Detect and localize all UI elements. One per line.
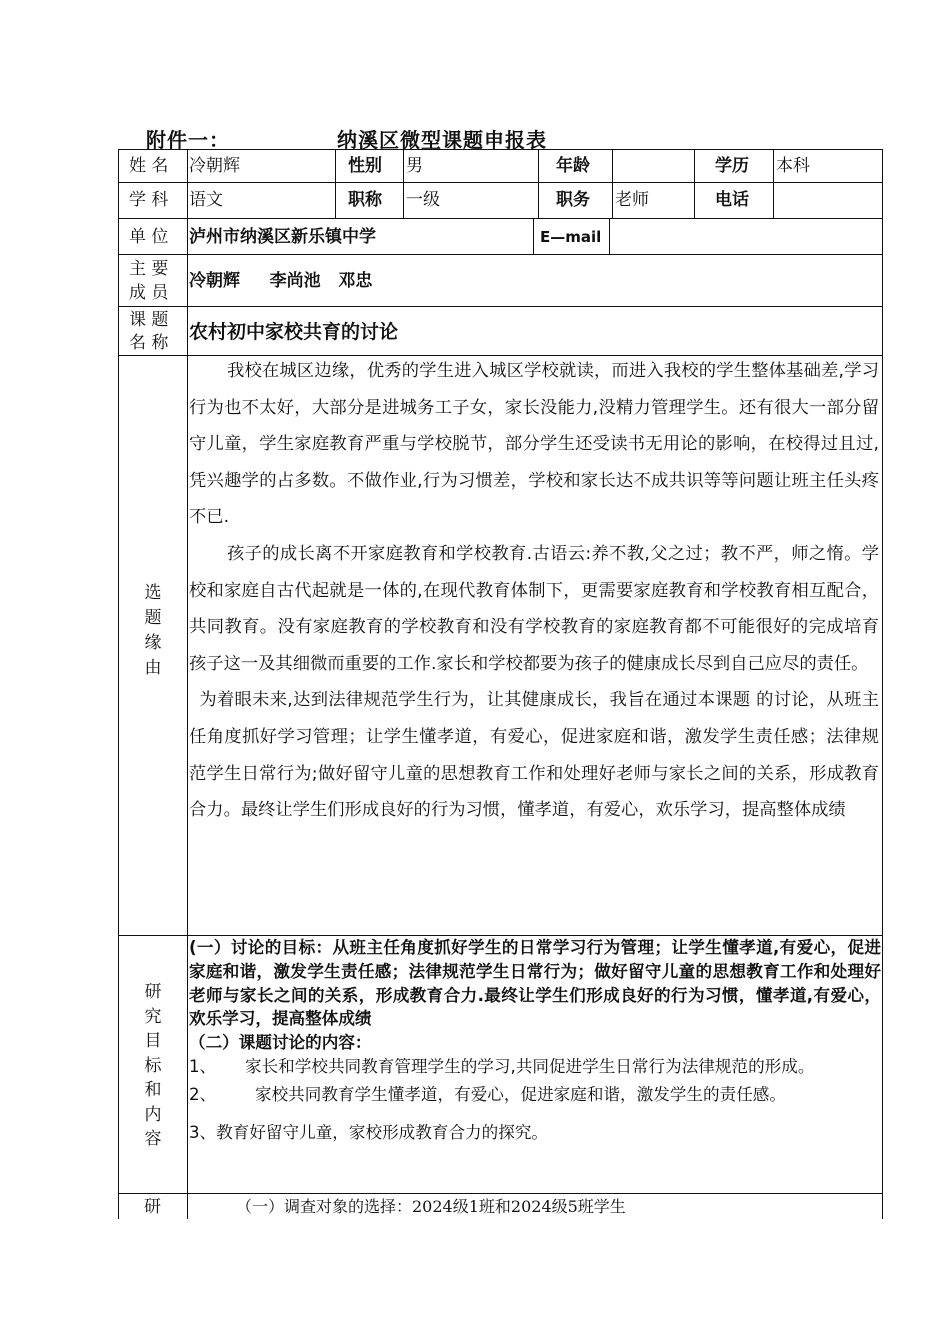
table-border-top <box>118 149 883 150</box>
reason-paragraph-1: 我校在城区边缘，优秀的学生进入城区学校就读，而进入我校的学生整体基础差,学习行为也不太好，大部分是进城务工子女，家长没能力,没精力管理学生。还有很大一部分留守儿童，学生家庭教育严重与学校脱节，部分学生还受读书无用论的影响，在校得过且过,凭兴趣学的占多数。不做作业,行为习惯差，学校和家长达不成共识等等问题让班主任头疼不已. <box>189 361 879 528</box>
subject-label: 学 科 <box>129 190 169 210</box>
members-label-line2: 成 员 <box>129 283 169 303</box>
position-value: 老师 <box>615 190 649 210</box>
cell-divider <box>609 218 610 254</box>
title-value: 一级 <box>406 190 440 210</box>
reason-paragraph-2: 孩子的成长离不开家庭教育和学校教育.古语云:养不教,父之过；教不严，师之惰。学校和家庭自古代起就是一体的,在现代教育体制下，更需要家庭教育和学校教育相互配合，共同教育。没有家庭教育的学校教育和没有学校教育的家庭教育都不可能很好的完成培育孩子这一及其细微而重要的工作.家长和学校都要为孩子的健康成长尽到自己应尽的责任。 <box>189 543 879 674</box>
goals-item-1-text: 家长和学校共同教育管理学生的学习,共同促进学生日常行为法律规范的形成。 <box>245 1056 815 1076</box>
goals-content <box>189 936 881 1144</box>
form-title: 纳溪区微型课题申报表 <box>337 128 547 152</box>
cell-divider <box>533 218 534 254</box>
goals-content-heading: （二）课题讨论的内容： <box>189 1033 372 1053</box>
age-label: 年龄 <box>556 156 590 176</box>
table-border-left <box>118 149 119 1219</box>
education-label: 学历 <box>715 156 749 176</box>
name-value: 冷朝辉 <box>189 156 240 176</box>
goals-item-2 <box>189 1083 881 1107</box>
goals-label: 研究目标和内容 <box>144 982 162 1149</box>
unit-value: 泸州市纳溪区新乐镇中学 <box>189 227 376 247</box>
position-label: 职务 <box>556 190 590 210</box>
cell-divider <box>612 149 613 218</box>
reason-text <box>189 353 879 829</box>
title-label: 职称 <box>348 190 382 210</box>
goals-objective: (一）讨论的目标：从班主任角度抓好学生的日常学习行为管理；让学生懂孝道,有爱心，促进家庭和谐，激发学生责任感；法律规范学生日常行为；做好留守儿童的思想教育工作和处理好老师与家长之间的关系，形成教育合力.最终让学生们形成良好的行为习惯，懂孝道,有爱心，欢乐学习，提高整体成绩 <box>189 938 881 1029</box>
row-divider <box>118 254 883 255</box>
gender-value: 男 <box>406 156 423 176</box>
subject-value: 语文 <box>189 190 223 210</box>
label-column-divider <box>187 149 188 1219</box>
goals-item-1-number: 1、 <box>189 1056 217 1076</box>
goals-item-3: 3、教育好留守儿童，家校形成教育合力的探究。 <box>189 1122 549 1142</box>
goals-item-1 <box>189 1055 881 1079</box>
reason-label: 选题缘由 <box>144 583 162 678</box>
gender-label: 性别 <box>348 156 382 176</box>
row-divider <box>118 306 883 307</box>
row-divider <box>118 218 883 219</box>
topic-label-line2: 名 称 <box>129 333 169 353</box>
cell-divider <box>773 149 774 218</box>
table-border-right <box>882 149 883 1219</box>
cell-divider <box>694 149 695 218</box>
topic-label-line1: 课 题 <box>129 310 169 330</box>
cell-divider <box>335 149 336 218</box>
row-divider <box>118 1193 883 1194</box>
method-first-line: （一）调查对象的选择：2024级1班和2024级5班学生 <box>236 1197 626 1216</box>
topic-value: 农村初中家校共育的讨论 <box>189 321 399 343</box>
phone-label: 电话 <box>715 190 749 210</box>
education-value: 本科 <box>776 156 810 176</box>
members-value: 冷朝辉 李尚池 邓忠 <box>189 271 373 291</box>
email-label: E—mail <box>540 228 602 246</box>
unit-label: 单 位 <box>129 227 169 247</box>
goals-item-2-number: 2、 <box>189 1084 217 1104</box>
name-label: 姓 名 <box>129 156 169 176</box>
attachment-label: 附件一： <box>146 128 230 152</box>
method-label: 研 <box>144 1197 161 1217</box>
cell-divider <box>538 149 539 218</box>
members-label-line1: 主 要 <box>129 259 169 279</box>
reason-paragraph-3: 为着眼未来,达到法律规范学生行为，让其健康成长，我旨在通过本课题 的讨论，从班主任角度抓好学习管理；让学生懂孝道，有爱心，促进家庭和谐，激发学生责任感；法律规范学生日常行为;做好留守儿童的思想教育工作和处理好老师与家长之间的关系，形成教育合力。最终让学生们形成良好的行为习惯，懂孝道，有爱心，欢乐学习，提高整体成绩 <box>189 690 879 821</box>
goals-item-2-text: 家校共同教育学生懂孝道，有爱心，促进家庭和谐，激发学生的责任感。 <box>255 1084 786 1104</box>
row-divider <box>118 182 883 183</box>
cell-divider <box>403 149 404 218</box>
